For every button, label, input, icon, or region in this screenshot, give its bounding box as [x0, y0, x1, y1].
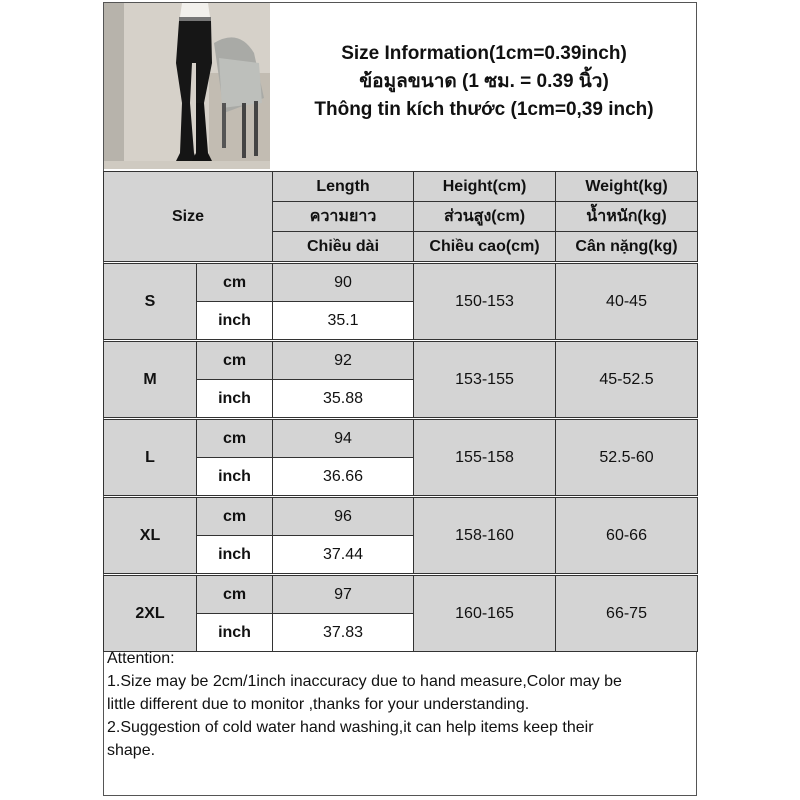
size-cell: 2XL [104, 576, 197, 652]
height-header-en: Height(cm) [414, 172, 556, 202]
length-header-en: Length [273, 172, 414, 202]
size-cell: L [104, 420, 197, 496]
length-cm-cell: 92 [273, 342, 414, 380]
table-row [104, 576, 698, 614]
unit-cm-cell: cm [197, 576, 273, 614]
unit-inch-cell: inch [197, 614, 273, 652]
size-header: Size [104, 172, 273, 262]
attention-notes [107, 647, 693, 762]
weight-header-en: Weight(kg) [556, 172, 698, 202]
unit-cm-cell: cm [197, 264, 273, 302]
notes-title: Attention: [107, 650, 175, 667]
length-inch-cell: 37.44 [273, 536, 414, 574]
length-header-th: ความยาว [273, 202, 414, 232]
table-row [104, 342, 698, 380]
table-row [104, 498, 698, 536]
heading-vietnamese: Thông tin kích thước (1cm=0,39 inch) [314, 99, 654, 120]
length-cm-cell: 94 [273, 420, 414, 458]
size-cell: S [104, 264, 197, 340]
unit-cm-cell: cm [197, 498, 273, 536]
note-line: 1.Size may be 2cm/1inch inaccuracy due to hand measure,Color may be [107, 673, 622, 690]
length-cm-cell: 90 [273, 264, 414, 302]
size-information-heading [272, 40, 696, 124]
height-cell: 153-155 [414, 342, 556, 418]
table-row [104, 420, 698, 458]
length-inch-cell: 35.1 [273, 302, 414, 340]
height-cell: 160-165 [414, 576, 556, 652]
unit-cm-cell: cm [197, 420, 273, 458]
note-line: little different due to monitor ,thanks for your understanding. [107, 696, 530, 713]
weight-cell: 60-66 [556, 498, 698, 574]
height-cell: 158-160 [414, 498, 556, 574]
table-row [104, 264, 698, 302]
weight-cell: 52.5-60 [556, 420, 698, 496]
heading-english: Size Information(1cm=0.39inch) [341, 43, 627, 64]
unit-inch-cell: inch [197, 458, 273, 496]
unit-inch-cell: inch [197, 536, 273, 574]
weight-cell: 66-75 [556, 576, 698, 652]
note-line: 2.Suggestion of cold water hand washing,it can help items keep their [107, 719, 594, 736]
length-cm-cell: 96 [273, 498, 414, 536]
unit-cm-cell: cm [197, 342, 273, 380]
length-inch-cell: 36.66 [273, 458, 414, 496]
weight-cell: 45-52.5 [556, 342, 698, 418]
size-cell: XL [104, 498, 197, 574]
height-cell: 155-158 [414, 420, 556, 496]
length-cm-cell: 97 [273, 576, 414, 614]
length-header-vi: Chiều dài [273, 232, 414, 262]
unit-inch-cell: inch [197, 302, 273, 340]
model-wearing-flare-pants-image [104, 3, 270, 169]
height-header-th: ส่วนสูง(cm) [414, 202, 556, 232]
height-cell: 150-153 [414, 264, 556, 340]
weight-cell: 40-45 [556, 264, 698, 340]
length-inch-cell: 35.88 [273, 380, 414, 418]
length-inch-cell: 37.83 [273, 614, 414, 652]
weight-header-th: น้ำหนัก(kg) [556, 202, 698, 232]
weight-header-vi: Cân nặng(kg) [556, 232, 698, 262]
size-table [103, 171, 698, 652]
note-line: shape. [107, 742, 156, 759]
heading-thai: ข้อมูลขนาด (1 ซม. = 0.39 นิ้ว) [359, 71, 609, 92]
height-header-vi: Chiều cao(cm) [414, 232, 556, 262]
size-cell: M [104, 342, 197, 418]
unit-inch-cell: inch [197, 380, 273, 418]
product-photo [104, 3, 270, 169]
